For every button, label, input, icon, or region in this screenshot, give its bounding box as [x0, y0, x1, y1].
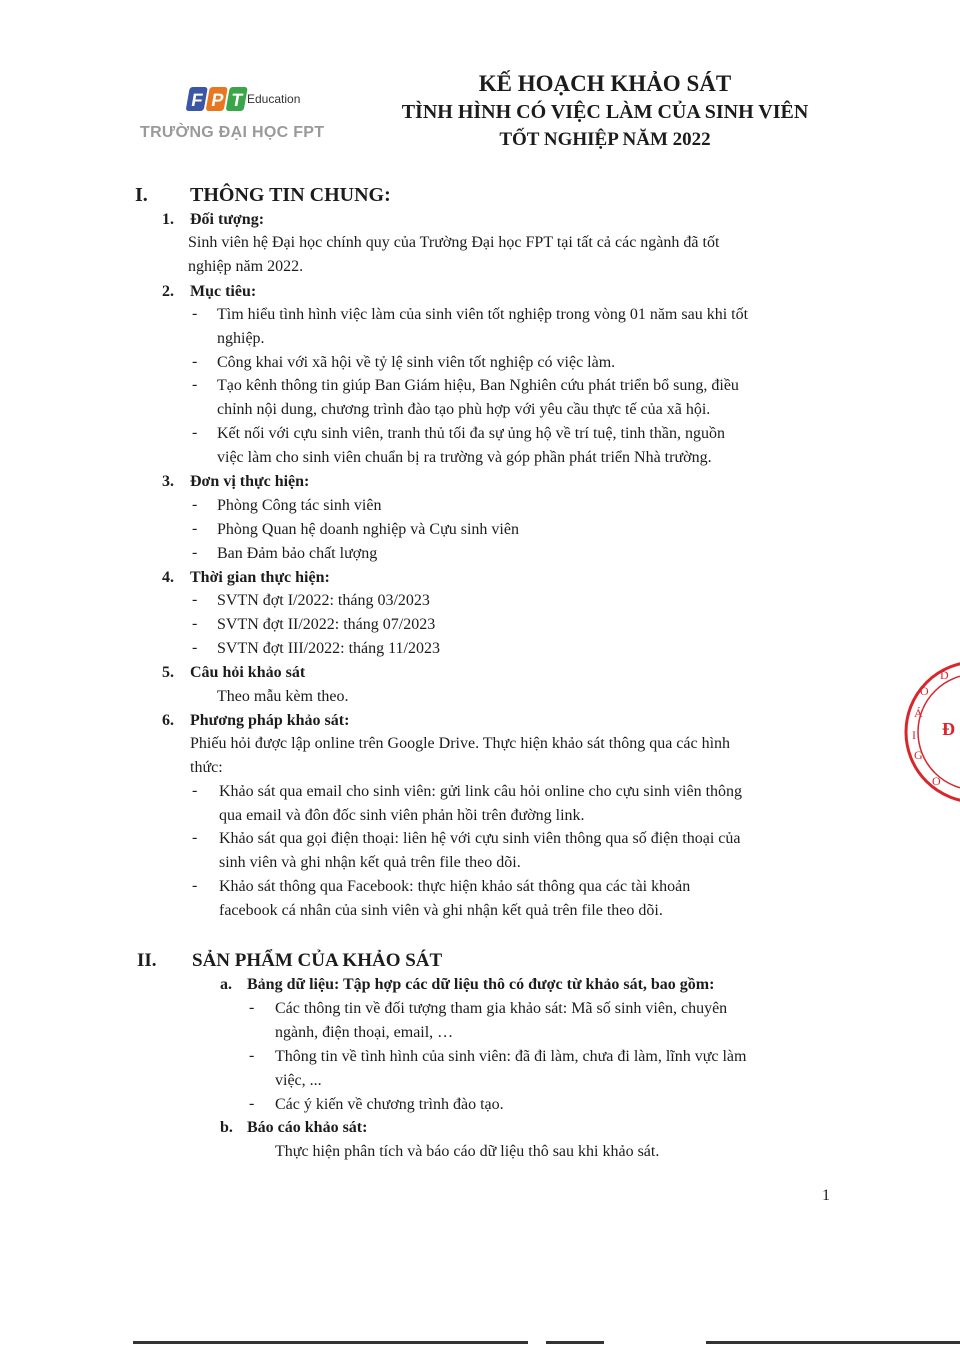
item-2-bullet: nghiệp.	[217, 330, 265, 347]
page-number: 1	[822, 1187, 830, 1204]
svg-text:I: I	[912, 728, 916, 742]
subitem-a-bullet: Thông tin về tình hình của sinh viên: đã đi làm, chưa đi làm, lĩnh vực làm	[275, 1048, 747, 1065]
logo-tag: Education	[247, 92, 301, 106]
item-6-bullet: qua email và đôn đốc sinh viên phản hồi trên đường link.	[219, 807, 585, 824]
subitem-a-label: a.	[220, 976, 232, 993]
bullet-dash: -	[192, 782, 198, 799]
official-stamp-icon	[900, 655, 960, 810]
bullet-dash: -	[249, 999, 255, 1016]
subitem-a-bullet: ngành, điện thoại, email, …	[275, 1024, 454, 1041]
fpt-logo-mark-icon	[186, 86, 248, 112]
section-1-numeral: I.	[135, 184, 148, 206]
item-4-bullet: SVTN đợt III/2022: tháng 11/2023	[217, 640, 440, 657]
svg-text:F: F	[189, 90, 205, 110]
item-6-bullet: facebook cá nhân của sinh viên và ghi nhận kết quả trên file theo dõi.	[219, 902, 663, 919]
item-3-bullet: Ban Đảm bảo chất lượng	[217, 545, 378, 562]
item-2-heading: Mục tiêu:	[190, 283, 257, 300]
item-3-bullet: Phòng Quan hệ doanh nghiệp và Cựu sinh viên	[217, 521, 519, 538]
bullet-dash: -	[192, 877, 198, 894]
item-5-number: 5.	[162, 664, 174, 681]
bullet-dash: -	[192, 424, 198, 441]
bullet-dash: -	[192, 544, 198, 561]
svg-text:Đ: Đ	[942, 719, 955, 739]
item-6-heading: Phương pháp khảo sát:	[190, 712, 350, 729]
subitem-a-bullet: Các ý kiến về chương trình đào tạo.	[275, 1096, 504, 1113]
bullet-dash: -	[192, 520, 198, 537]
item-2-bullet: chỉnh nội dung, chương trình đào tạo phù hợp với yêu cầu thực tế của xã hội.	[217, 401, 711, 418]
logo-school-name: TRƯỜNG ĐẠI HỌC FPT	[140, 124, 325, 141]
bullet-dash: -	[192, 496, 198, 513]
item-5-text: Theo mẫu kèm theo.	[217, 688, 349, 705]
item-6-number: 6.	[162, 712, 174, 729]
svg-text:O: O	[920, 684, 929, 698]
bullet-dash: -	[192, 615, 198, 632]
item-2-bullet: Kết nối với cựu sinh viên, tranh thủ tối đa sự ủng hộ về trí tuệ, tinh thần, nguồn	[217, 425, 725, 442]
subitem-a-bullet: Các thông tin về đối tượng tham gia khảo sát: Mã số sinh viên, chuyên	[275, 1000, 728, 1017]
subitem-b-heading: Báo cáo khảo sát:	[247, 1119, 368, 1136]
bullet-dash: -	[192, 353, 198, 370]
bullet-dash: -	[192, 376, 198, 393]
bullet-dash: -	[192, 639, 198, 656]
title-line-1: KẾ HOẠCH KHẢO SÁT	[478, 71, 732, 96]
bullet-dash: -	[249, 1095, 255, 1112]
item-5-heading: Câu hỏi khảo sát	[190, 664, 306, 681]
title-line-2: TÌNH HÌNH CÓ VIỆC LÀM CỦA SINH VIÊN	[401, 101, 809, 123]
item-2-bullet: Công khai với xã hội về tỷ lệ sinh viên tốt nghiệp có việc làm.	[217, 354, 616, 371]
item-2-bullet: Tạo kênh thông tin giúp Ban Giám hiệu, Ban Nghiên cứu phát triển bổ sung, điều	[217, 377, 739, 394]
item-3-number: 3.	[162, 473, 174, 490]
bullet-dash: -	[192, 591, 198, 608]
svg-text:T: T	[229, 90, 245, 110]
item-2-number: 2.	[162, 283, 174, 300]
bullet-dash: -	[192, 829, 198, 846]
svg-text:Á: Á	[914, 706, 923, 720]
fpt-logo	[186, 86, 316, 116]
item-6-bullet: Khảo sát thông qua Facebook: thực hiện khảo sát thông qua các tài khoản	[219, 878, 691, 895]
item-2-bullet: việc làm cho sinh viên chuẩn bị ra trường và góp phần phát triển Nhà trường.	[217, 449, 712, 466]
section-2-numeral: II.	[137, 950, 157, 971]
bottom-divider	[546, 1341, 604, 1344]
item-1-heading: Đối tượng:	[190, 211, 265, 228]
title-line-3: TỐT NGHIỆP NĂM 2022	[499, 129, 711, 150]
item-6-text: Phiếu hỏi được lập online trên Google Drive. Thực hiện khảo sát thông qua các hình	[190, 735, 731, 752]
item-4-bullet: SVTN đợt II/2022: tháng 07/2023	[217, 616, 436, 633]
subitem-b-label: b.	[220, 1119, 233, 1136]
item-4-bullet: SVTN đợt I/2022: tháng 03/2023	[217, 592, 430, 609]
item-6-text: thức:	[190, 759, 223, 776]
svg-text:P: P	[209, 90, 226, 110]
bottom-divider	[133, 1341, 528, 1344]
section-1-heading: THÔNG TIN CHUNG:	[190, 184, 391, 206]
item-6-bullet: Khảo sát qua gọi điện thoại: liên hệ với cựu sinh viên thông qua số điện thoại của	[219, 830, 741, 847]
svg-text:G: G	[914, 748, 923, 762]
document-title	[380, 70, 830, 154]
item-3-heading: Đơn vị thực hiện:	[190, 473, 310, 490]
item-2-bullet: Tìm hiểu tình hình việc làm của sinh viên tốt nghiệp trong vòng 01 năm sau khi tốt	[217, 306, 749, 323]
item-1-number: 1.	[162, 211, 174, 228]
item-4-heading: Thời gian thực hiện:	[190, 569, 330, 586]
section-2-heading: SẢN PHẨM CỦA KHẢO SÁT	[192, 950, 443, 971]
svg-text:O: O	[932, 774, 941, 788]
item-1-text: Sinh viên hệ Đại học chính quy của Trường Đại học FPT tại tất cả các ngành đã tốt	[188, 234, 720, 251]
subitem-b-text: Thực hiện phân tích và báo cáo dữ liệu thô sau khi khảo sát.	[275, 1143, 660, 1160]
item-6-bullet: sinh viên và ghi nhận kết quả trên file theo dõi.	[219, 854, 521, 871]
svg-text:D: D	[940, 668, 949, 682]
item-1-text: nghiệp năm 2022.	[188, 258, 304, 275]
bullet-dash: -	[192, 305, 198, 322]
subitem-a-bullet: việc, ...	[275, 1072, 322, 1089]
item-6-bullet: Khảo sát qua email cho sinh viên: gửi link câu hỏi online cho cựu sinh viên thông	[219, 783, 743, 800]
bullet-dash: -	[249, 1047, 255, 1064]
item-3-bullet: Phòng Công tác sinh viên	[217, 497, 382, 514]
bottom-divider	[706, 1341, 960, 1344]
item-4-number: 4.	[162, 569, 174, 586]
subitem-a-heading: Bảng dữ liệu: Tập hợp các dữ liệu thô có được từ khảo sát, bao gồm:	[247, 976, 715, 993]
